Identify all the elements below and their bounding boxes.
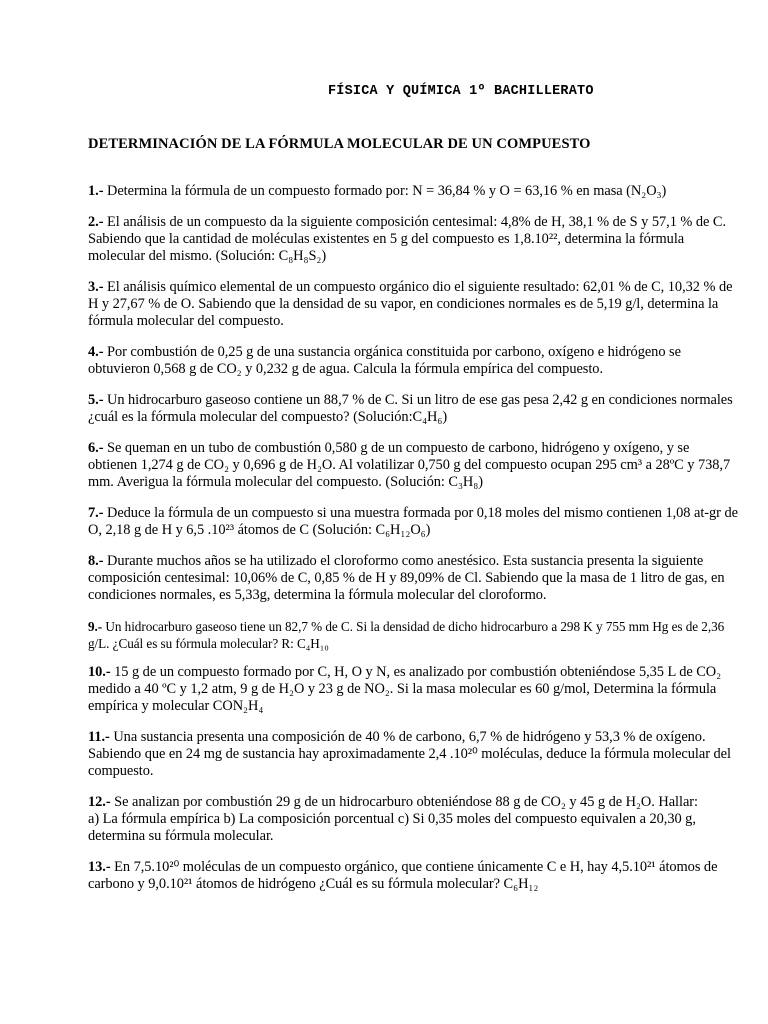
problem-7: [88, 505, 738, 539]
problem-13: [88, 859, 738, 893]
problem-number: 10.-: [88, 664, 111, 680]
problem-number: 8.-: [88, 553, 104, 569]
problem-text: Se analizan por combustión 29 g de un hidrocarburo obteniéndose 88 g de CO₂ y 45 g de H₂O. Hallar: a) La fórmula empírica b) La composición porcentual c) Si 0,35 moles del compuesto equivalen a 20,30 g, determina su fórmula molecular.: [88, 794, 698, 844]
problem-11: [88, 729, 738, 780]
problem-number: 6.-: [88, 440, 104, 456]
problem-number: 3.-: [88, 279, 104, 295]
problem-6: [88, 440, 738, 491]
problem-text: En 7,5.10²⁰ moléculas de un compuesto orgánico, que contiene únicamente C e H, hay 4,5.10²¹ átomos de carbono y 9,0.10²¹ átomos de hidrógeno ¿Cuál es su fórmula molecular? C₆H₁₂: [88, 859, 718, 892]
problem-10: [88, 664, 738, 715]
problem-1: [88, 183, 738, 200]
problem-text: Determina la fórmula de un compuesto formado por: N = 36,84 % y O = 63,16 % en masa (N₂O₃): [103, 183, 667, 199]
problem-list: [88, 183, 738, 907]
problem-number: 2.-: [88, 214, 104, 230]
problem-text: Se queman en un tubo de combustión 0,580 g de un compuesto de carbono, hidrógeno y oxígeno, y se obtienen 1,274 g de CO₂ y 0,696 g de H₂O. Al volatilizar 0,750 g del compuesto ocupan 295 cm³ a 28ºC y 738,7 mm. Averigua la fórmula molecular del compuesto. (Solución: C₃H₈): [88, 440, 731, 490]
problem-text: Un hidrocarburo gaseoso tiene un 82,7 % de C. Si la densidad de dicho hidrocarburo a 298 K y 755 mm Hg es de 2,36 g/L. ¿Cuál es su fórmula molecular? R: C₄H₁₀: [88, 619, 725, 651]
problem-number: 7.-: [88, 505, 104, 521]
problem-number: 11.-: [88, 729, 110, 745]
problem-number: 4.-: [88, 344, 104, 360]
problem-number: 1.-: [88, 183, 104, 199]
problem-text: Deduce la fórmula de un compuesto si una muestra formada por 0,18 moles del mismo contienen 1,08 at-gr de O, 2,18 g de H y 6,5 .10²³ átomos de C (Solución: C₆H₁₂O₆): [88, 505, 738, 538]
problem-text: Una sustancia presenta una composición de 40 % de carbono, 6,7 % de hidrógeno y 53,3 % de oxígeno. Sabiendo que en 24 mg de sustancia hay aproximadamente 2,4 .10²⁰ moléculas, deduce la fórmula molecular del compuesto.: [88, 729, 731, 779]
problem-text: Durante muchos años se ha utilizado el cloroformo como anestésico. Esta sustancia presenta la siguiente composición centesimal: 10,06% de C, 0,85 % de H y 89,09% de Cl. Sabiendo que la masa de 1 litro de gas, en condiciones normales, es 5,33g, determina la fórmula molecular del cloroformo.: [88, 553, 725, 603]
problem-text: El análisis químico elemental de un compuesto orgánico dio el siguiente resultado: 62,01 % de C, 10,32 % de H y 27,67 % de O. Sabiendo que la densidad de su vapor, en condiciones normales es de 5,19 g/l, determina la fórmula molecular del compuesto.: [88, 279, 733, 329]
problem-number: 9.-: [88, 619, 103, 634]
document-title: DETERMINACIÓN DE LA FÓRMULA MOLECULAR DE UN COMPUESTO: [88, 136, 591, 152]
problem-12: [88, 794, 738, 845]
problem-text: 15 g de un compuesto formado por C, H, O y N, es analizado por combustión obteniéndose 5,35 L de CO₂ medido a 40 ºC y 1,2 atm, 9 g de H₂O y 23 g de NO₂. Si la masa molecular es 60 g/mol, Determina la fórmula empírica y molecular CON₂H₄: [88, 664, 722, 714]
problem-8: [88, 553, 738, 604]
problem-5: [88, 392, 738, 426]
course-header: FÍSICA Y QUÍMICA 1º BACHILLERATO: [328, 84, 594, 99]
problem-4: [88, 344, 738, 378]
problem-3: [88, 279, 738, 330]
problem-9: [88, 618, 738, 652]
problem-number: 13.-: [88, 859, 111, 875]
problem-2: [88, 214, 738, 265]
problem-text: Por combustión de 0,25 g de una sustancia orgánica constituida por carbono, oxígeno e hidrógeno se obtuvieron 0,568 g de CO₂ y 0,232 g de agua. Calcula la fórmula empírica del compuesto.: [88, 344, 681, 377]
problem-number: 5.-: [88, 392, 104, 408]
problem-text: Un hidrocarburo gaseoso contiene un 88,7 % de C. Si un litro de ese gas pesa 2,42 g en condiciones normales ¿cuál es la fórmula molecular del compuesto? (Solución:C₄H₆): [88, 392, 733, 425]
problem-text: El análisis de un compuesto da la siguiente composición centesimal: 4,8% de H, 38,1 % de S y 57,1 % de C. Sabiendo que la cantidad de moléculas existentes en 5 g del compuesto es 1,8.10²², determina la fórmula molecular del mismo. (Solución: C₈H₈S₂): [88, 214, 727, 264]
problem-number: 12.-: [88, 794, 111, 810]
